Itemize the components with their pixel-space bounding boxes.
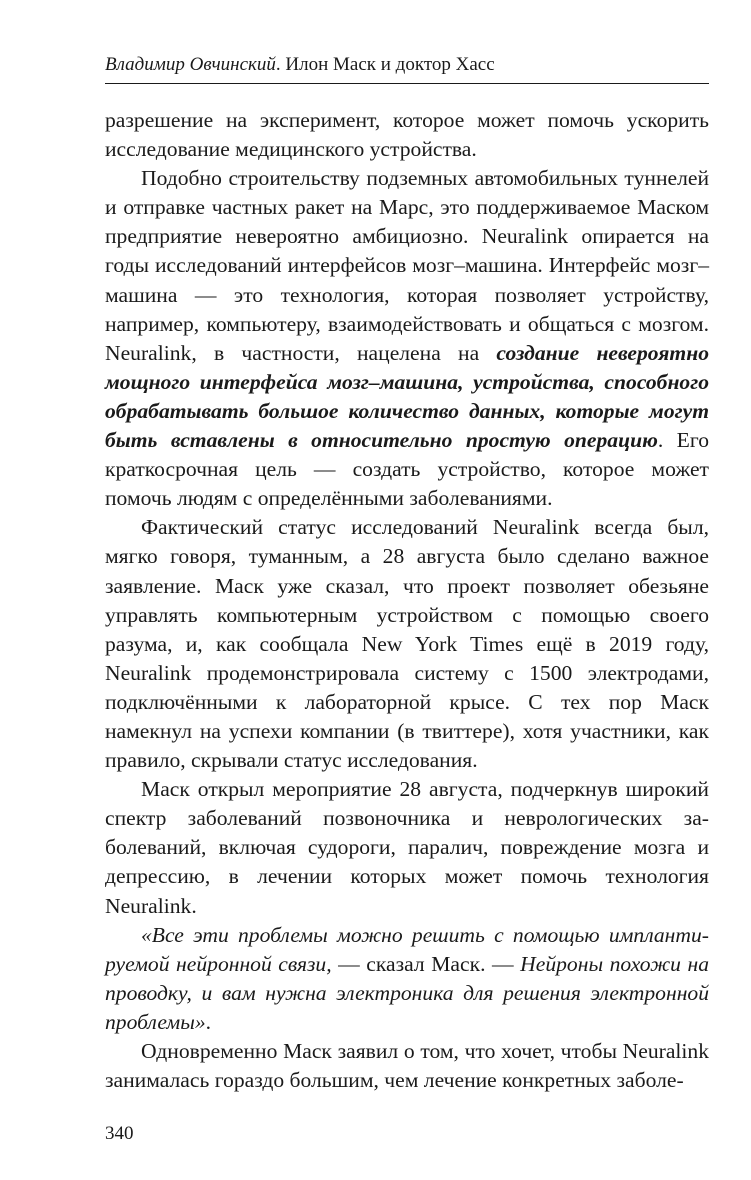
quote-text: «Все эти проблемы можно решить с помощью имплантируемой нейронной связи,: [105, 922, 709, 976]
header-rule: [105, 83, 709, 84]
paragraph-event: Маск открыл мероприятие 28 августа, подчеркнув широкий спектр заболеваний позвоночника и неврологических заболеваний, включая судороги, паралич, повреждение мозга и депрессию, в лечении которых может помочь технология Neuralink.: [105, 777, 709, 918]
quote-end: .: [205, 1009, 212, 1034]
body-text: [105, 106, 709, 1095]
header-separator: .: [275, 54, 286, 75]
page-number: 340: [105, 1123, 134, 1144]
header-book-title: Илон Маск и доктор Хасс: [285, 54, 495, 75]
quote-text: Нейроны похожи на проводку, и вам нужна электроника для решения электронной проблемы»: [105, 951, 709, 1034]
paragraph-text: . Его краткосрочная цель — создать устройство, которое может помочь людям с определёнными заболеваниями.: [105, 428, 709, 511]
paragraph-broader-goals: Одновременно Маск заявил о том, что хочет, чтобы Neuralink занималась гораздо большим, чем лечение конкретных заболе-: [105, 1039, 709, 1093]
paragraph-text: Подобно строительству подземных автомобильных туннелей и отправке частных ракет на Марс, это поддерживаемое Маском предприятие невероятно амбициозно. Neuralink опирается на годы исследований интерфейсов мозг–машина. Интерфейс мозг–машина — это технология, которая позволяет устройству, например, компьютеру, взаимодействовать и общаться с мозгом. Neuralink, в частности, нацелена на: [105, 166, 709, 365]
header-author: Владимир Овчинский: [105, 54, 276, 75]
paragraph-quote: [105, 921, 709, 1037]
paragraph-research-status: Фактический статус исследований Neuralink всегда был, мягко говоря, туманным, а 28 августа было сделано важное заявление. Маск уже сказал, что проект позволяет обезьяне управлять компьютерным устройством с помощью своего разума, и, как сообщала New York Times ещё в 2019 году, Neuralink продемонстрировала систему с 1500 электродами, подключёнными к лабораторной крысе. С тех пор Маск намекнул на успехи компании (в твиттере), хотя участники, как правило, скрывали статус исследования.: [105, 515, 709, 773]
paragraph-continued: разрешение на эксперимент, которое может помочь ускорить исследование медицинского устройства.: [105, 108, 709, 162]
paragraph-neuralink-ambition: [105, 164, 709, 513]
quote-attribution: — сказал Маск. —: [331, 951, 521, 976]
emphasis-text: создание невероятно мощного интерфейса мозг–машина, устройства, способного обрабатывать большое количество данных, которые могут быть вставлены в относительно простую операцию: [105, 340, 709, 453]
running-head: [105, 53, 709, 77]
